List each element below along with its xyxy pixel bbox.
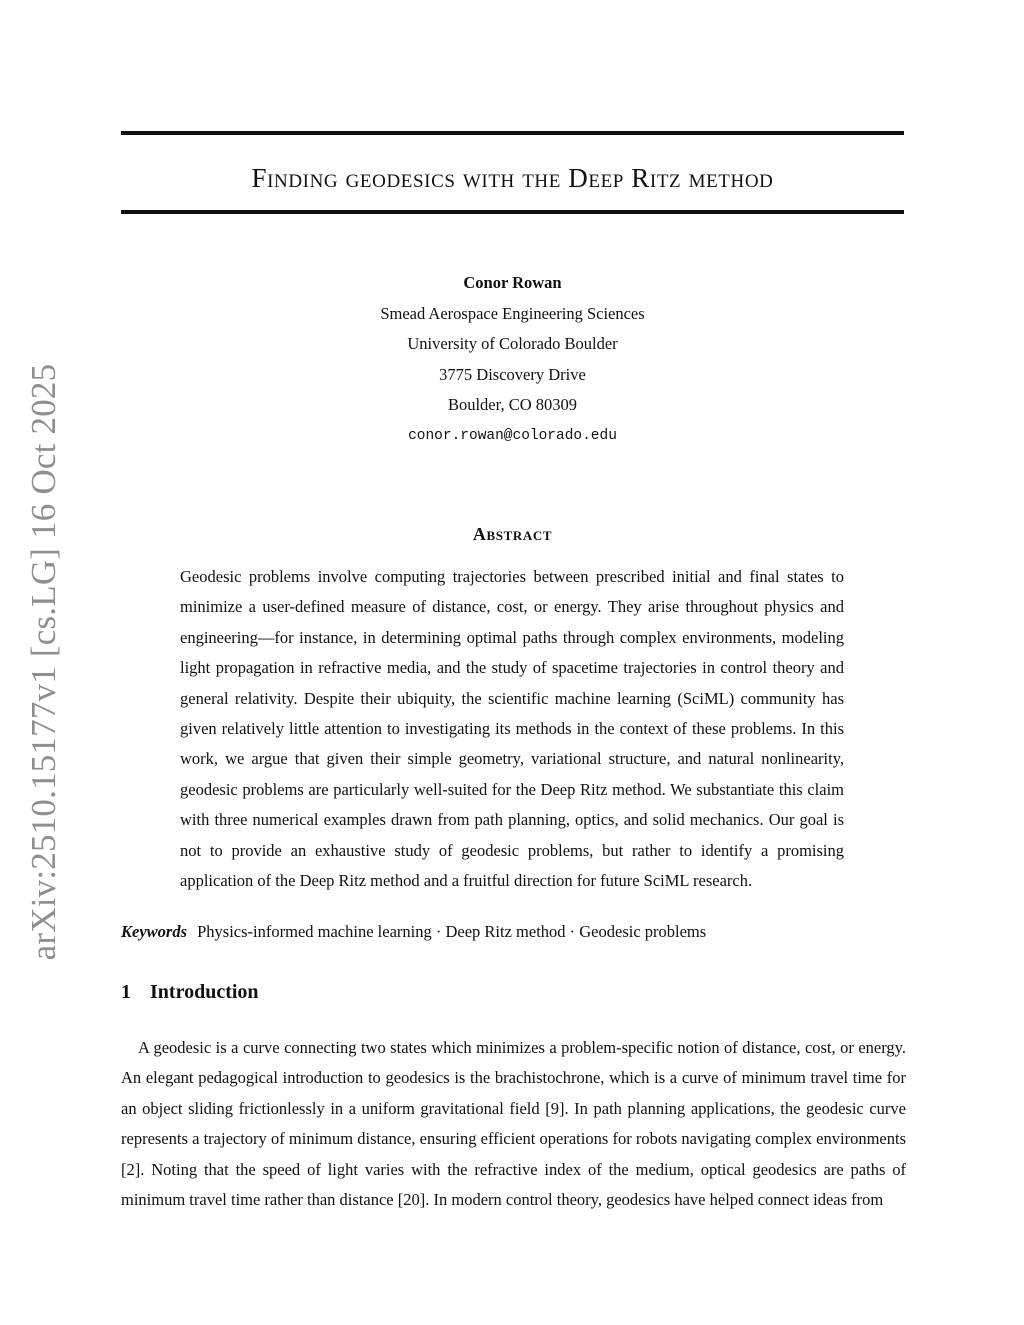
arxiv-identifier-stamp: arXiv:2510.15177v1 [cs.LG] 16 Oct 2025 [24, 363, 63, 961]
author-street: 3775 Discovery Drive [439, 364, 586, 384]
keywords-line [121, 918, 904, 946]
abstract-heading: Abstract [472, 524, 553, 544]
keywords-label: Keywords [121, 922, 187, 941]
introduction-text: A geodesic is a curve connecting two states which minimizes a problem-specific notion of distance, cost, or energy. An elegant pedagogical introduction to geodesics is the brachistochrone, which is a curve of minimum travel time for an object sliding frictionlessly in a uniform gravitational field [9]. In path planning applications, the geodesic curve represents a trajectory of minimum distance, ensuring efficient operations for robots navigating complex environments [2]. Noting that the speed of light varies with the refractive index of the medium, optical geodesics are paths of minimum travel time rather than distance [20]. In modern control theory, geodesics have helped connect ideas from [121, 1038, 906, 1210]
author-city: Boulder, CO 80309 [447, 395, 578, 415]
section-number: 1 [121, 981, 131, 1003]
section-title: Introduction [150, 981, 259, 1003]
title-rule-bottom [121, 210, 904, 214]
author-email[interactable]: conor.rowan@colorado.edu [408, 427, 617, 444]
section-heading-introduction [121, 981, 259, 1004]
paper-title: Finding geodesics with the Deep Ritz method [251, 163, 774, 193]
abstract-text: Geodesic problems involve computing trajectories between prescribed initial and final states to minimize a user-defined measure of distance, cost, or energy. They arise throughout physics and engineering—for instance, in determining optimal paths through complex environments, modeling light propagation in refractive media, and the study of spacetime trajectories in control theory and general relativity. Despite their ubiquity, the scientific machine learning (SciML) community has given relatively little attention to investigating its methods in the context of these problems. In this work, we argue that given their simple geometry, variational structure, and natural nonlinearity, geodesic problems are particularly well-suited for the Deep Ritz method. We substantiate this claim with three numerical examples drawn from path planning, optics, and solid mechanics. Our goal is not to provide an exhaustive study of geodesic problems, but rather to identify a promising application of the Deep Ritz method and a fruitful direction for future SciML research. [180, 567, 844, 891]
keywords-text: Physics-informed machine learning · Deep Ritz method · Geodesic problems [197, 922, 707, 941]
title-rule-top [121, 131, 904, 135]
author-department: Smead Aerospace Engineering Sciences [380, 303, 645, 323]
author-name: Conor Rowan [463, 273, 562, 292]
author-block [121, 268, 904, 452]
author-university: University of Colorado Boulder [407, 334, 618, 354]
